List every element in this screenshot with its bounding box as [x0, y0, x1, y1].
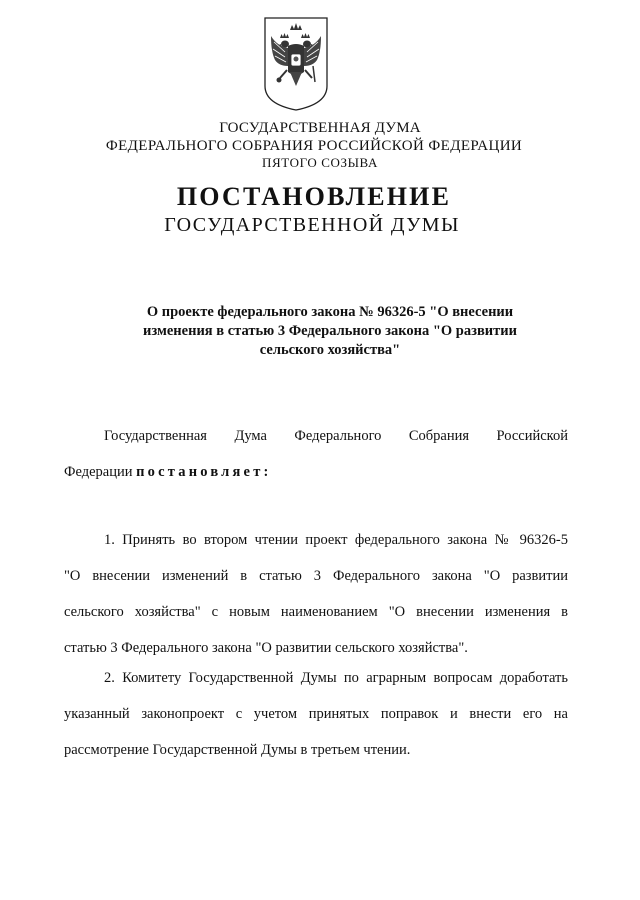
header-line-3: ПЯТОГО СОЗЫВА	[262, 155, 378, 170]
item-1-line-4: статью 3 Федерального закона "О развитии сельского хозяйства".	[64, 640, 468, 656]
item-2-line-2: указанный законопроект с учетом принятых поправок и внести его на	[64, 706, 568, 722]
document-title: ПОСТАНОВЛЕНИЕ	[176, 182, 452, 211]
preamble-paragraph	[64, 418, 568, 490]
double-headed-eagle-emblem-icon	[263, 16, 329, 112]
preamble-line-2	[64, 454, 568, 490]
header-line-2: ФЕДЕРАЛЬНОГО СОБРАНИЯ РОССИЙСКОЙ ФЕДЕРАЦИИ	[105, 138, 523, 154]
subject-line-2: изменения в статью 3 Федерального закона "О развитии	[143, 323, 517, 339]
document-subject	[90, 303, 570, 360]
preamble-line-1: Государственная Дума Федерального Собрания Российской	[104, 428, 568, 444]
item-2-paragraph	[64, 660, 568, 768]
item-1-line-2: "О внесении изменений в статью 3 Федерального закона "О развитии	[64, 568, 568, 584]
item-1-paragraph	[64, 522, 568, 666]
item-1-line-1: 1. Принять во втором чтении проект федерального закона № 96326-5	[104, 532, 568, 548]
subject-line-3: сельского хозяйства"	[259, 342, 401, 358]
item-2-line-3: рассмотрение Государственной Думы в третьем чтении.	[64, 742, 411, 758]
resolves-word: постановляет:	[136, 464, 272, 480]
subject-line-1: О проекте федерального закона № 96326-5 "О внесении	[146, 304, 514, 320]
item-1-line-3: сельского хозяйства" с новым наименованием "О внесении изменения в	[64, 604, 568, 620]
document-subtitle: ГОСУДАРСТВЕННОЙ ДУМЫ	[164, 214, 460, 236]
item-2-line-1: 2. Комитету Государственной Думы по аграрным вопросам доработать	[104, 670, 568, 686]
header-line-1: ГОСУДАРСТВЕННАЯ ДУМА	[219, 120, 421, 136]
preamble-line-2-start: Федерации	[64, 464, 137, 480]
